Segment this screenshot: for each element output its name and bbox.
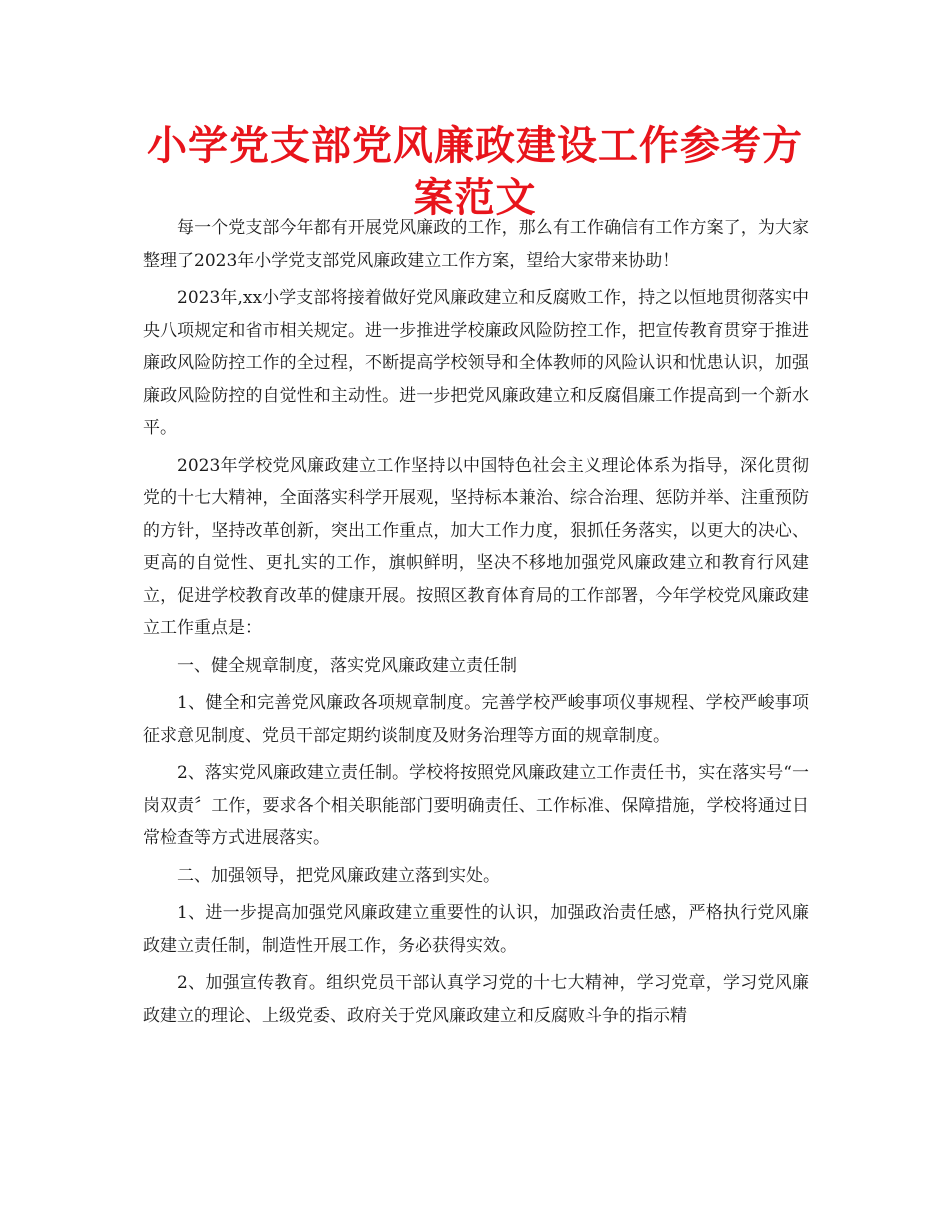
- section-heading-1: 一、健全规章制度，落实党风廉政建立责任制: [177, 655, 517, 676]
- document-body: [143, 212, 809, 1037]
- paragraph-2023-plan: 2023年,xx小学支部将接着做好党风廉政建立和反腐败工作，持之以恒地贯彻落实中央八项规定和省市相关规定。进一步推进学校廉政风险防控工作，把宣传教育贯穿于推进廉政风险防控工作的全过程，不断提高学校领导和全体教师的风险认识和忧患认识，加强廉政风险防控的自觉性和主动性。进一步把党风廉政建立和反腐倡廉工作提高到一个新水平。: [143, 288, 809, 438]
- paragraph-item-2-1: 1、进一步提高加强党风廉政建立重要性的认识，加强政治责任感，严格执行党风廉政建立责任制，制造性开展工作，务必获得实效。: [143, 903, 809, 956]
- paragraph-item-1-1: 1、健全和完善党风廉政各项规章制度。完善学校严峻事项仪事规程、学校严峻事项征求意见制度、党员干部定期约谈制度及财务治理等方面的规章制度。: [143, 693, 809, 746]
- section-heading-2: 二、加强领导，把党风廉政建立落到实处。: [177, 865, 500, 886]
- paragraph-guiding-ideology: 2023年学校党风廉政建立工作坚持以中国特色社会主义理论体系为指导，深化贯彻党的十七大精神，全面落实科学开展观，坚持标本兼治、综合治理、惩防并举、注重预防的方针，坚持改革创新，突出工作重点，加大工作力度，狠抓任务落实，以更大的决心、更高的自觉性、更扎实的工作，旗帜鲜明，坚决不移地加强党风廉政建立和教育行风建立，促进学校教育改革的健康开展。按照区教育体育局的工作部署，今年学校党风廉政建立工作重点是：: [143, 455, 809, 638]
- paragraph-item-1-2: 2、落实党风廉政建立责任制。学校将按照党风廉政建立工作责任书，实在落实号“一岗双责〞工作，要求各个相关职能部门要明确责任、工作标准、保障措施，学校将通过日常检查等方式进展落实。: [143, 763, 809, 848]
- paragraph-item-2-2: 2、加强宣传教育。组织党员干部认真学习党的十七大精神，学习党章，学习党风廉政建立的理论、上级党委、政府关于党风廉政建立和反腐败斗争的指示精: [143, 973, 809, 1026]
- paragraph-intro: 每一个党支部今年都有开展党风廉政的工作，那么有工作确信有工作方案了，为大家整理了2023年小学党支部党风廉政建立工作方案，望给大家带来协助！: [143, 218, 809, 271]
- document-title: 小学党支部党风廉政建设工作参考方案范文: [147, 123, 803, 221]
